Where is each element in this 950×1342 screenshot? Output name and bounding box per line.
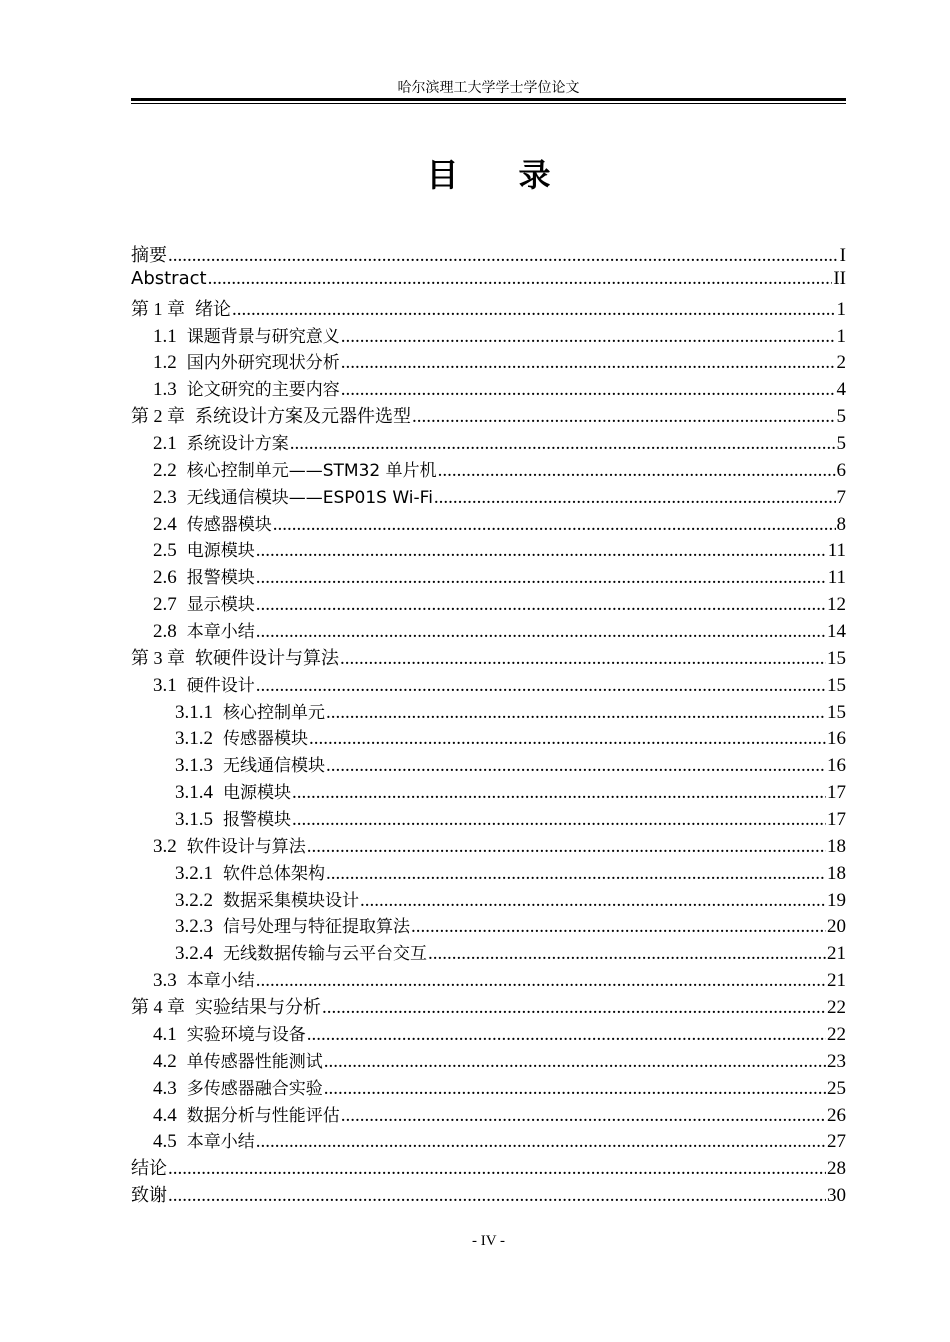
- toc-entry-page: 16: [827, 728, 846, 750]
- toc-heading: 目录: [426, 156, 611, 194]
- toc-entry-number: 1.2: [153, 352, 177, 374]
- toc-entry-page: 18: [827, 862, 846, 884]
- toc-entry-page: 30: [827, 1185, 846, 1207]
- toc-entry-title: 摘要: [131, 245, 167, 266]
- toc-entry[interactable]: [131, 268, 846, 295]
- toc-dot-leader: [341, 326, 836, 348]
- toc-dot-leader: [309, 728, 826, 750]
- toc-dot-leader: [341, 352, 836, 374]
- toc-entry-title: 本章小结: [186, 1132, 255, 1153]
- toc-entry-label: [175, 912, 410, 938]
- toc-dot-leader: [232, 299, 836, 321]
- toc-entry-number: 2.1: [153, 433, 177, 455]
- toc-entry-page: 7: [836, 486, 846, 508]
- toc-entry-page: 15: [827, 674, 846, 696]
- toc-entry-number: 3.1.5: [175, 809, 213, 831]
- toc-entry[interactable]: [131, 456, 846, 483]
- toc-entry[interactable]: [131, 698, 846, 725]
- toc-dot-leader: [273, 514, 836, 536]
- toc-entry-label: [153, 375, 340, 401]
- toc-entry-title: 报警模块: [186, 568, 255, 589]
- toc-entry-page: 14: [827, 621, 846, 643]
- toc-entry-number: 2.3: [153, 486, 177, 508]
- toc-dot-leader: [256, 675, 826, 697]
- toc-dot-leader: [412, 406, 836, 428]
- toc-entry-number: 2.8: [153, 621, 177, 643]
- toc-entry-label: [175, 698, 325, 724]
- toc-entry[interactable]: [131, 724, 846, 751]
- toc-entry-title: 软件总体架构: [223, 863, 325, 884]
- toc-entry-number: 第 1 章: [131, 298, 185, 319]
- toc-entry-page: 12: [827, 594, 846, 616]
- toc-entry-title: 软件设计与算法: [186, 836, 306, 857]
- toc-entry[interactable]: [131, 912, 846, 939]
- toc-entry-number: 4.1: [153, 1023, 177, 1045]
- toc-entry-page: 27: [827, 1131, 846, 1153]
- toc-entry-title: 多传感器融合实验: [186, 1078, 323, 1099]
- toc-entry-title: 核心控制单元: [223, 702, 325, 723]
- toc-entry-title: 无线通信模块——ESP01S Wi-Fi: [186, 487, 433, 508]
- toc-entry[interactable]: [131, 751, 846, 778]
- toc-entry[interactable]: [131, 375, 846, 402]
- toc-entry[interactable]: [131, 1154, 846, 1181]
- toc-dot-leader: [340, 648, 826, 670]
- toc-entry-label: [131, 295, 231, 321]
- toc-entry-page: 25: [827, 1077, 846, 1099]
- toc-entry-label: [153, 1101, 340, 1127]
- toc-entry[interactable]: [131, 805, 846, 832]
- toc-entry-label: [153, 1047, 323, 1073]
- toc-entry-label: [153, 429, 289, 455]
- toc-entry[interactable]: [131, 778, 846, 805]
- toc-dot-leader: [434, 487, 836, 509]
- toc-dot-leader: [326, 702, 826, 724]
- toc-entry-label: [153, 590, 255, 616]
- toc-entry-title: 报警模块: [223, 810, 291, 831]
- toc-dot-leader: [292, 782, 826, 804]
- toc-entry-title: 显示模块: [186, 595, 255, 616]
- toc-dot-leader: [208, 268, 833, 290]
- page-number: - IV -: [471, 1233, 506, 1249]
- toc-entry-page: 11: [827, 540, 846, 562]
- toc-entry-label: [153, 456, 437, 482]
- toc-entry[interactable]: [131, 617, 846, 644]
- toc-dot-leader: [292, 809, 826, 831]
- toc-entry-title: 实验环境与设备: [186, 1024, 306, 1045]
- toc-entry-title: 无线数据传输与云平台交互: [223, 944, 427, 965]
- toc-entry-page: 16: [827, 755, 846, 777]
- toc-entry-number: 3.2: [153, 835, 177, 857]
- toc-entry-title: 传感器模块: [223, 729, 308, 750]
- toc-entry-number: 2.4: [153, 513, 177, 535]
- toc-entry-label: [153, 1074, 323, 1100]
- toc-entry[interactable]: [131, 644, 846, 671]
- toc-entry-number: 3.1.4: [175, 782, 213, 804]
- toc-entry-page: 6: [836, 459, 846, 481]
- toc-entry-number: 第 3 章: [131, 647, 185, 668]
- table-of-contents: [131, 241, 846, 1208]
- toc-entry-page: 21: [827, 943, 846, 965]
- header-rule-thick: [131, 98, 846, 101]
- toc-entry-number: 3.1.2: [175, 728, 213, 750]
- toc-entry-page: 17: [827, 782, 846, 804]
- toc-entry-label: [153, 510, 272, 536]
- toc-entry-page: 18: [827, 835, 846, 857]
- toc-entry-label: [153, 1020, 306, 1046]
- toc-entry[interactable]: [131, 1020, 846, 1047]
- toc-dot-leader: [256, 594, 826, 616]
- toc-entry-number: 3.2.1: [175, 862, 213, 884]
- toc-entry-title: 软硬件设计与算法: [195, 647, 339, 669]
- toc-dot-leader: [256, 540, 827, 562]
- toc-entry[interactable]: [131, 536, 846, 563]
- toc-dot-leader: [256, 621, 826, 643]
- toc-entry-number: 第 4 章: [131, 997, 185, 1018]
- toc-dot-leader: [307, 836, 826, 858]
- toc-entry-page: 22: [827, 997, 846, 1019]
- toc-entry[interactable]: [131, 1101, 846, 1128]
- toc-entry-title: 信号处理与特征提取算法: [223, 917, 410, 938]
- toc-dot-leader: [256, 1131, 826, 1153]
- toc-entry[interactable]: [131, 671, 846, 698]
- toc-entry[interactable]: [131, 510, 846, 537]
- toc-entry[interactable]: [131, 402, 846, 429]
- toc-entry[interactable]: [131, 993, 846, 1020]
- toc-dot-leader: [256, 567, 827, 589]
- toc-entry-number: 2.6: [153, 567, 177, 589]
- toc-entry-label: [131, 402, 411, 428]
- toc-entry-label: [131, 1181, 167, 1207]
- toc-entry[interactable]: [131, 859, 846, 886]
- toc-entry-number: 1.3: [153, 379, 177, 401]
- toc-entry-label: [131, 268, 207, 289]
- toc-entry-number: 第 2 章: [131, 406, 185, 427]
- toc-entry-number: 2.5: [153, 540, 177, 562]
- toc-dot-leader: [324, 1051, 826, 1073]
- toc-entry-label: [175, 805, 291, 831]
- toc-dot-leader: [324, 1078, 826, 1100]
- toc-entry-number: 1.1: [153, 325, 177, 347]
- toc-entry[interactable]: [131, 1047, 846, 1074]
- toc-entry-page: 22: [827, 1023, 846, 1045]
- toc-entry-title: 电源模块: [186, 541, 255, 562]
- toc-entry-page: 2: [836, 352, 846, 374]
- toc-entry[interactable]: [131, 241, 846, 268]
- toc-dot-leader: [411, 916, 826, 938]
- toc-entry[interactable]: [131, 1127, 846, 1154]
- toc-entry[interactable]: [131, 483, 846, 510]
- toc-entry-page: 11: [827, 567, 846, 589]
- toc-entry-label: [153, 536, 255, 562]
- toc-dot-leader: [326, 755, 826, 777]
- toc-entry-page: 23: [827, 1050, 846, 1072]
- toc-entry[interactable]: [131, 348, 846, 375]
- toc-entry-label: [175, 859, 325, 885]
- toc-entry-number: 4.3: [153, 1077, 177, 1099]
- toc-entry-label: [153, 348, 340, 374]
- toc-dot-leader: [307, 1024, 826, 1046]
- toc-entry-title: 硬件设计: [186, 675, 255, 696]
- toc-entry-number: 3.1.1: [175, 701, 213, 723]
- toc-entry-number: 4.2: [153, 1050, 177, 1072]
- toc-entry-title: 数据采集模块设计: [223, 890, 359, 911]
- toc-entry-number: 2.7: [153, 594, 177, 616]
- toc-entry-label: [153, 322, 340, 348]
- toc-entry-title: 论文研究的主要内容: [186, 380, 340, 401]
- toc-entry[interactable]: [131, 939, 846, 966]
- toc-entry-label: [153, 832, 306, 858]
- toc-entry-title: Abstract: [131, 267, 207, 289]
- toc-entry-number: 3.2.4: [175, 943, 213, 965]
- toc-entry-number: 3.3: [153, 970, 177, 992]
- toc-entry-page: 17: [827, 809, 846, 831]
- toc-entry-label: [153, 1127, 255, 1153]
- toc-entry-title: 国内外研究现状分析: [186, 353, 340, 374]
- toc-entry-page: 26: [827, 1104, 846, 1126]
- toc-entry-label: [153, 966, 255, 992]
- toc-entry-label: [131, 241, 167, 267]
- toc-dot-leader: [168, 1185, 826, 1207]
- header-rule-thin: [131, 103, 846, 104]
- toc-entry-label: [175, 939, 427, 965]
- toc-dot-leader: [168, 1158, 826, 1180]
- toc-entry[interactable]: [131, 590, 846, 617]
- toc-entry-title: 电源模块: [223, 783, 291, 804]
- toc-entry[interactable]: [131, 832, 846, 859]
- toc-entry[interactable]: [131, 886, 846, 913]
- toc-entry-page: 20: [827, 916, 846, 938]
- toc-dot-leader: [341, 379, 836, 401]
- toc-entry-page: 1: [836, 298, 846, 320]
- toc-entry-page: 21: [827, 970, 846, 992]
- toc-entry-label: [153, 563, 255, 589]
- toc-dot-leader: [341, 1105, 826, 1127]
- toc-entry-page: 5: [836, 433, 846, 455]
- toc-entry-page: 28: [827, 1158, 846, 1180]
- toc-entry-page: II: [833, 267, 846, 289]
- toc-dot-leader: [360, 890, 826, 912]
- toc-entry-label: [153, 617, 255, 643]
- toc-entry[interactable]: [131, 1074, 846, 1101]
- toc-entry-label: [131, 993, 321, 1019]
- toc-entry-page: 5: [836, 406, 846, 428]
- toc-dot-leader: [428, 943, 826, 965]
- toc-entry-number: 3.1: [153, 674, 177, 696]
- toc-dot-leader: [438, 460, 836, 482]
- toc-entry-label: [175, 751, 325, 777]
- toc-entry-page: 19: [827, 889, 846, 911]
- toc-entry-number: 2.2: [153, 459, 177, 481]
- toc-entry-number: 3.2.3: [175, 916, 213, 938]
- toc-entry-title: 本章小结: [186, 971, 255, 992]
- toc-entry[interactable]: [131, 563, 846, 590]
- toc-entry-number: 3.1.3: [175, 755, 213, 777]
- toc-entry-label: [175, 886, 359, 912]
- toc-entry[interactable]: [131, 322, 846, 349]
- toc-entry[interactable]: [131, 966, 846, 993]
- toc-entry-number: 4.4: [153, 1104, 177, 1126]
- toc-entry-title: 传感器模块: [186, 514, 272, 535]
- toc-entry-label: [131, 644, 339, 670]
- toc-dot-leader: [168, 245, 839, 267]
- toc-dot-leader: [290, 433, 836, 455]
- toc-dot-leader: [256, 970, 826, 992]
- running-header: 哈尔滨理工大学学士学位论文: [397, 80, 580, 96]
- toc-entry-number: 3.2.2: [175, 889, 213, 911]
- toc-dot-leader: [326, 863, 826, 885]
- toc-entry-label: [131, 1154, 167, 1180]
- toc-entry-title: 实验结果与分析: [195, 997, 321, 1019]
- toc-entry-page: 1: [836, 325, 846, 347]
- toc-entry-title: 核心控制单元——STM32 单片机: [186, 460, 437, 481]
- toc-entry-title: 课题背景与研究意义: [186, 326, 340, 347]
- toc-entry-title: 系统设计方案: [186, 434, 289, 455]
- toc-entry-title: 绪论: [195, 298, 231, 320]
- toc-entry-page: 8: [836, 513, 846, 535]
- toc-entry-title: 本章小结: [186, 622, 255, 643]
- toc-entry-title: 系统设计方案及元器件选型: [195, 406, 411, 428]
- toc-entry-title: 无线通信模块: [223, 756, 325, 777]
- toc-entry-number: 4.5: [153, 1131, 177, 1153]
- toc-entry[interactable]: [131, 429, 846, 456]
- toc-entry-title: 致谢: [131, 1185, 167, 1207]
- toc-entry[interactable]: [131, 295, 846, 322]
- toc-entry-page: I: [839, 245, 846, 266]
- toc-entry-title: 单传感器性能测试: [186, 1051, 323, 1072]
- toc-entry-label: [175, 778, 291, 804]
- toc-entry-page: 15: [827, 647, 846, 669]
- toc-entry-page: 15: [827, 701, 846, 723]
- toc-entry-title: 数据分析与性能评估: [186, 1105, 340, 1126]
- toc-entry-title: 结论: [131, 1158, 167, 1180]
- toc-entry-page: 4: [836, 379, 846, 401]
- toc-entry[interactable]: [131, 1181, 846, 1208]
- toc-dot-leader: [322, 997, 826, 1019]
- toc-entry-label: [175, 724, 308, 750]
- toc-entry-label: [153, 671, 255, 697]
- toc-entry-label: [153, 483, 433, 509]
